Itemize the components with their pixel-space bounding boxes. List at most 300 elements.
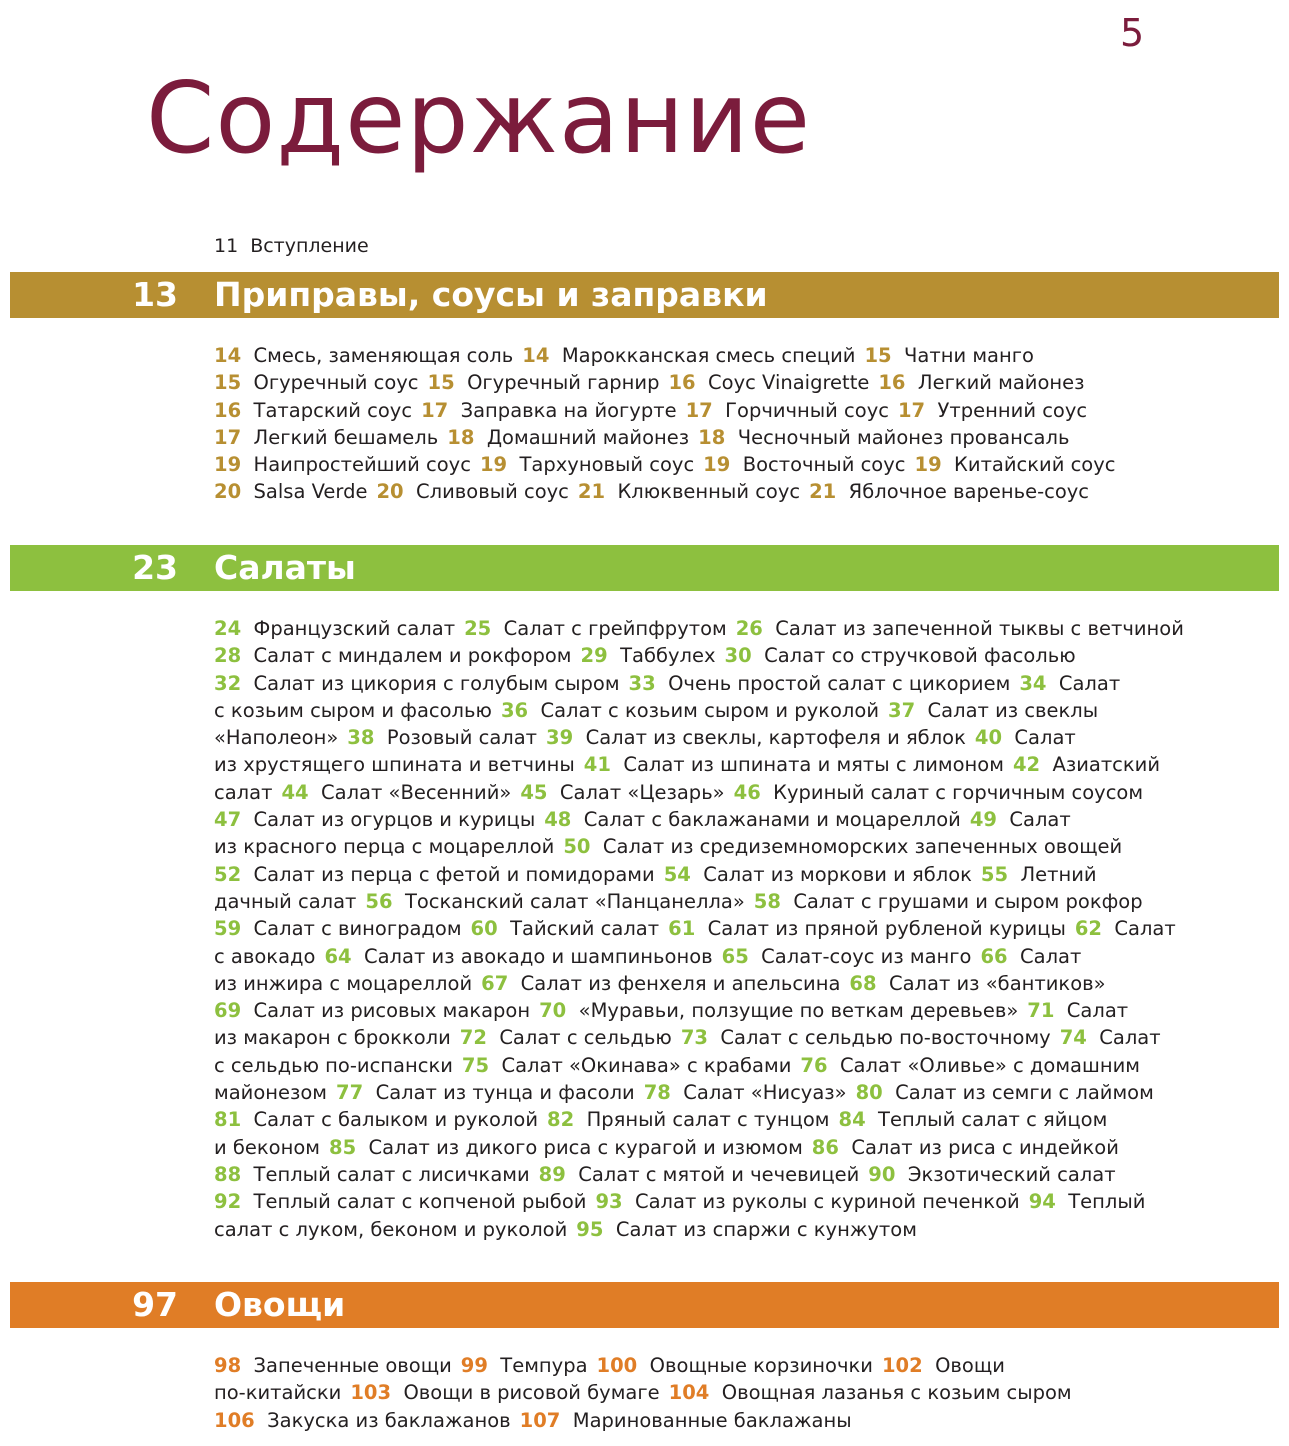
entry-title: дачный салат (214, 889, 357, 913)
entry-title: Очень простой салат с цикорием (668, 671, 1011, 695)
entry-title: Салат с виноградом (253, 917, 462, 941)
entry-page-number: 81 (214, 1108, 242, 1132)
entry-page-number: 42 (1012, 753, 1041, 777)
toc-entry[interactable] (563, 835, 1122, 858)
entry-title: Запеченные овощи (253, 1354, 452, 1377)
entry-page-number: 92 (214, 1190, 242, 1214)
entry-title: Куриный салат с горчичным соусом (773, 780, 1144, 804)
entry-page-number: 28 (214, 644, 242, 668)
section-title: Приправы, соусы и заправки (214, 275, 768, 314)
toc-line (214, 751, 1274, 778)
toc-line (214, 369, 1274, 396)
entry-page-number: 15 (864, 344, 892, 367)
toc-line (214, 997, 1274, 1024)
entry-page-number: 98 (214, 1354, 242, 1377)
entry-page-number: 20 (376, 480, 404, 504)
entry-page-number: 102 (881, 1354, 923, 1377)
toc-entry[interactable] (975, 726, 1076, 749)
entry-title: Темпура (500, 1354, 588, 1377)
toc-entry[interactable] (668, 371, 869, 394)
entry-title: Овощная лазанья с козьим сыром (721, 1381, 1072, 1405)
toc-entry[interactable] (214, 344, 513, 367)
entry-title: Салат (1009, 808, 1071, 832)
entry-title: Теплый салат с копченой рыбой (253, 1190, 587, 1214)
entry-title: Тайский салат (510, 917, 660, 941)
toc-entry[interactable] (376, 480, 568, 503)
entry-page-number: 107 (519, 1408, 561, 1432)
entry-page-number: 17 (421, 398, 449, 422)
toc-entry[interactable] (539, 1163, 860, 1186)
toc-entry[interactable] (980, 945, 1081, 968)
entry-page-number: 18 (447, 425, 475, 449)
toc-entry[interactable] (214, 1136, 320, 1159)
toc-entry[interactable] (644, 1081, 847, 1104)
toc-entry[interactable] (281, 781, 511, 804)
entry-title: салат с луком, беконом и руколой (214, 1217, 568, 1241)
toc-entry[interactable] (214, 999, 530, 1022)
toc-line (214, 861, 1274, 888)
toc-entry[interactable] (214, 1081, 327, 1104)
intro-page-number: 11 (214, 235, 239, 257)
toc-entry[interactable] (888, 699, 1098, 722)
toc-entry[interactable] (668, 917, 1066, 940)
toc-entry-intro[interactable] (214, 233, 369, 259)
entry-title: салат (214, 780, 273, 804)
entry-page-number: 19 (703, 453, 731, 477)
entry-page-number: 17 (214, 425, 242, 449)
entry-title: Салат-соус из манго (761, 944, 972, 968)
toc-line (214, 1352, 1274, 1379)
entry-page-number: 61 (668, 917, 696, 941)
entry-page-number: 15 (427, 371, 455, 395)
entry-title: Салат с баклажанами и моцареллой (583, 808, 961, 832)
toc-entry[interactable] (480, 453, 694, 476)
entry-title: Розовый салат (386, 726, 538, 750)
toc-entry[interactable] (546, 726, 966, 749)
section-entries-vegetables (214, 1352, 1274, 1434)
entry-title: Салат из цикория с голубым сыром (253, 671, 620, 695)
toc-entry[interactable] (214, 890, 356, 913)
entry-title: Утренний соус (937, 398, 1088, 422)
entry-page-number: 48 (544, 808, 572, 832)
entry-title: Чатни манго (904, 344, 1034, 367)
entry-title: Салат из рисовых макарон (253, 999, 531, 1023)
toc-line (214, 1407, 1274, 1434)
toc-entry[interactable] (214, 1054, 453, 1077)
entry-page-number: 21 (577, 480, 606, 504)
toc-entry[interactable] (1060, 1026, 1161, 1049)
entry-page-number: 34 (1019, 671, 1047, 695)
toc-entry[interactable] (214, 453, 471, 476)
entry-title: Салат из огурцов и курицы (253, 808, 536, 832)
entry-title: Пряный салат с тунцом (586, 1108, 830, 1132)
entry-page-number: 78 (643, 1081, 671, 1105)
toc-entry[interactable] (214, 426, 438, 449)
toc-entry[interactable] (698, 426, 1069, 449)
section-header-vegetables[interactable] (10, 1282, 1279, 1328)
entry-title: Salsa Verde (253, 480, 368, 504)
entry-page-number: 86 (811, 1135, 839, 1159)
entry-title: из хрустящего шпината и ветчины (214, 753, 575, 777)
toc-entry[interactable] (734, 781, 1143, 804)
entry-page-number: 19 (914, 453, 942, 477)
toc-entry[interactable] (1027, 999, 1128, 1022)
toc-entry[interactable] (664, 863, 972, 886)
section-title: Салаты (214, 548, 356, 587)
entry-title: «Муравьи, ползущие по веткам деревьев» (578, 999, 1019, 1023)
entry-page-number: 62 (1074, 917, 1102, 941)
entry-title: Теплый салат с лисичками (253, 1162, 530, 1186)
entry-title: Салат из риса с индейкой (851, 1135, 1119, 1159)
toc-entry[interactable] (214, 617, 455, 640)
entry-title: Марокканская смесь специй (561, 344, 856, 367)
entry-title: Закуска из баклажанов (267, 1408, 511, 1432)
toc-entry[interactable] (336, 1081, 635, 1104)
entry-title: Салат с сельдью (499, 1026, 672, 1050)
toc-entry[interactable] (214, 808, 535, 831)
toc-entry[interactable] (547, 1108, 829, 1131)
toc-entry[interactable] (522, 344, 855, 367)
toc-line (214, 1052, 1274, 1079)
toc-entry[interactable] (471, 917, 660, 940)
toc-line (214, 1161, 1274, 1188)
entry-page-number: 18 (698, 425, 726, 449)
toc-entry[interactable] (365, 890, 744, 913)
toc-entry[interactable] (736, 617, 1184, 640)
entry-page-number: 19 (479, 453, 508, 477)
entry-page-number: 19 (214, 453, 242, 477)
toc-entry[interactable] (214, 1218, 567, 1241)
entry-page-number: 44 (281, 780, 309, 804)
entry-title: Клюквенный соус (617, 480, 801, 504)
entry-title: Овощные корзиночки (649, 1354, 873, 1377)
entry-title: Тосканский салат «Панцанелла» (404, 889, 745, 913)
toc-entry[interactable] (1019, 672, 1120, 695)
toc-entry[interactable] (214, 972, 472, 995)
entry-title: и беконом (214, 1135, 320, 1159)
toc-entry[interactable] (214, 644, 572, 667)
toc-entry[interactable] (214, 1108, 538, 1131)
entry-title: Салат из свеклы (927, 698, 1099, 722)
toc-line (214, 806, 1274, 833)
toc-entry[interactable] (578, 480, 800, 503)
entry-title: Чесночный майонез провансаль (737, 425, 1070, 449)
section-header-salads[interactable] (10, 545, 1279, 591)
entry-page-number: 103 (350, 1381, 392, 1405)
entry-title: из макарон с брокколи (214, 1026, 451, 1050)
toc-entry[interactable] (868, 1163, 1115, 1186)
entry-title: Овощи в рисовой бумаге (403, 1381, 660, 1405)
entry-title: Сливовый соус (416, 480, 569, 504)
entry-title: Восточный соус (742, 453, 906, 477)
entry-title: Овощи (935, 1354, 1005, 1377)
entry-title: Азиатский (1052, 753, 1161, 777)
entry-title: Салат (1014, 726, 1076, 750)
entry-page-number: 40 (974, 726, 1003, 750)
toc-entry[interactable] (462, 1054, 791, 1077)
toc-line (214, 1079, 1274, 1106)
toc-entry[interactable] (722, 945, 972, 968)
entry-page-number: 71 (1027, 999, 1055, 1023)
entry-page-number: 29 (580, 644, 608, 668)
entry-page-number: 89 (538, 1162, 566, 1186)
toc-entry[interactable] (214, 672, 620, 695)
toc-entry[interactable] (981, 863, 1097, 886)
entry-title: Салат «Цезарь» (559, 780, 725, 804)
entry-page-number: 73 (680, 1026, 708, 1050)
entry-page-number: 52 (214, 862, 242, 886)
entry-page-number: 93 (595, 1190, 623, 1214)
entry-title: Салат (1020, 944, 1082, 968)
toc-entry[interactable] (520, 781, 724, 804)
toc-entry[interactable] (812, 1136, 1119, 1159)
entry-title: Салат с сельдью по-восточному (720, 1026, 1051, 1050)
entry-title: с сельдью по-испански (214, 1053, 453, 1077)
toc-entry[interactable] (481, 972, 840, 995)
entry-title: Теплый (1068, 1190, 1146, 1214)
entry-page-number: 99 (460, 1354, 488, 1377)
toc-line (214, 615, 1274, 642)
entry-title: Салат с мятой и чечевицей (578, 1162, 860, 1186)
toc-entry[interactable] (544, 808, 961, 831)
toc-entry[interactable] (214, 699, 492, 722)
toc-entry[interactable] (882, 1354, 1005, 1377)
toc-entry[interactable] (629, 672, 1011, 695)
entry-title: Салат (1066, 999, 1129, 1023)
section-title: Овощи (214, 1285, 346, 1324)
toc-entry[interactable] (703, 453, 905, 476)
entry-page-number: 46 (733, 780, 761, 804)
toc-entry[interactable] (970, 808, 1071, 831)
toc-entry[interactable] (539, 999, 1018, 1022)
entry-page-number: 16 (668, 371, 696, 395)
toc-entry[interactable] (329, 1136, 803, 1159)
entry-page-number: 47 (214, 808, 242, 832)
toc-entry[interactable] (581, 644, 716, 667)
toc-line (214, 1188, 1274, 1215)
entry-title: Салат из средиземноморских запеченных овощей (602, 835, 1123, 859)
entry-title: Салат с миндалем и рокфором (253, 644, 572, 668)
entry-page-number: 69 (214, 999, 242, 1023)
entry-title: из красного перца с моцареллой (214, 835, 555, 859)
toc-entry[interactable] (214, 1354, 452, 1377)
toc-entry[interactable] (214, 1381, 341, 1404)
entry-page-number: 30 (724, 644, 752, 668)
toc-entry[interactable] (214, 753, 575, 776)
toc-entry[interactable] (1075, 917, 1176, 940)
toc-entry[interactable] (686, 399, 889, 422)
toc-entry[interactable] (595, 1190, 1019, 1213)
entry-title: с авокадо (214, 944, 316, 968)
toc-entry[interactable] (214, 835, 554, 858)
toc-entry[interactable] (849, 972, 1105, 995)
toc-entry[interactable] (214, 781, 272, 804)
entry-title: по-китайски (214, 1381, 342, 1405)
entry-title: из инжира с моцареллой (214, 971, 473, 995)
entry-page-number: 38 (347, 726, 375, 750)
toc-entry[interactable] (1029, 1190, 1146, 1213)
toc-line (214, 1024, 1274, 1051)
entry-page-number: 16 (214, 398, 242, 422)
toc-entry[interactable] (898, 399, 1087, 422)
entry-title: Салат «Нисуаз» (683, 1081, 847, 1105)
entry-title: Легкий майонез (917, 371, 1085, 395)
toc-line (214, 833, 1274, 860)
intro-label: Вступление (250, 235, 369, 257)
toc-entry[interactable] (464, 617, 727, 640)
entry-page-number: 14 (214, 344, 242, 367)
toc-entry[interactable] (576, 1218, 917, 1241)
entry-title: Горчичный соус (725, 398, 889, 422)
entry-page-number: 25 (464, 617, 492, 640)
entry-page-number: 17 (897, 398, 926, 422)
entry-title: Салат с грушами и сыром рокфор (793, 889, 1143, 913)
toc-entry[interactable] (214, 863, 655, 886)
toc-entry[interactable] (214, 399, 412, 422)
toc-entry[interactable] (214, 917, 462, 940)
toc-entry[interactable] (214, 1026, 451, 1049)
entry-title: Летний (1020, 862, 1097, 886)
toc-entry[interactable] (584, 753, 1004, 776)
entry-title: Салат из перца с фетой и помидорами (253, 862, 655, 886)
toc-entry[interactable] (501, 699, 879, 722)
entry-page-number: 67 (481, 971, 509, 995)
toc-entry[interactable] (324, 945, 712, 968)
toc-line (214, 1216, 1274, 1243)
entry-page-number: 16 (878, 371, 906, 395)
toc-entry[interactable] (347, 726, 537, 749)
entry-page-number: 75 (461, 1053, 490, 1077)
entry-page-number: 21 (809, 480, 837, 504)
entry-page-number: 17 (685, 398, 713, 422)
entry-page-number: 26 (735, 617, 763, 640)
entry-title: Салат (1099, 1026, 1161, 1050)
toc-line (214, 397, 1274, 424)
toc-entry[interactable] (447, 426, 689, 449)
toc-line (214, 1379, 1274, 1406)
entry-page-number: 100 (596, 1354, 638, 1377)
toc-entry[interactable] (725, 644, 1076, 667)
toc-entry[interactable] (214, 1190, 586, 1213)
entry-page-number: 70 (539, 999, 567, 1023)
toc-entry[interactable] (878, 371, 1084, 394)
toc-entry[interactable] (864, 344, 1033, 367)
toc-line (214, 1106, 1274, 1133)
entry-page-number: 59 (214, 917, 242, 941)
toc-entry[interactable] (800, 1054, 1140, 1077)
toc-line (214, 697, 1274, 724)
entry-page-number: 94 (1028, 1190, 1056, 1214)
entry-page-number: 80 (855, 1081, 883, 1105)
toc-line (214, 1134, 1274, 1161)
entry-title: Салат из запеченной тыквы с ветчиной (775, 617, 1184, 640)
entry-title: Таббулех (620, 644, 716, 668)
toc-entry[interactable] (428, 371, 660, 394)
toc-entry[interactable] (856, 1081, 1154, 1104)
entry-title: Салат «Весенний» (321, 780, 512, 804)
entry-title: Огуречный гарнир (467, 371, 660, 395)
section-page-number: 97 (132, 1285, 178, 1324)
entry-page-number: 41 (583, 753, 611, 777)
toc-entry[interactable] (809, 480, 1089, 503)
entry-page-number: 88 (214, 1162, 242, 1186)
entry-page-number: 58 (753, 889, 781, 913)
entry-page-number: 68 (849, 971, 877, 995)
toc-entry[interactable] (460, 1026, 672, 1049)
toc-entry[interactable] (214, 371, 419, 394)
toc-line (214, 451, 1274, 478)
entry-page-number: 104 (668, 1381, 710, 1405)
entry-page-number: 106 (214, 1408, 255, 1432)
toc-entry[interactable] (681, 1026, 1051, 1049)
entry-page-number: 15 (214, 371, 242, 395)
toc-entry[interactable] (597, 1354, 873, 1377)
entry-title: Салат из моркови и яблок (703, 862, 972, 886)
entry-title: Заправка на йогурте (460, 398, 677, 422)
entry-title: «Наполеон» (214, 726, 339, 750)
toc-line (214, 478, 1274, 505)
toc-entry[interactable] (754, 890, 1143, 913)
entry-page-number: 95 (576, 1217, 604, 1241)
toc-entry[interactable] (461, 1354, 588, 1377)
toc-line (214, 915, 1274, 942)
toc-entry[interactable] (214, 1163, 530, 1186)
entry-page-number: 64 (324, 944, 352, 968)
toc-entry[interactable] (520, 1409, 852, 1432)
entry-title: Яблочное варенье-соус (848, 480, 1090, 504)
entry-title: Салат (1058, 671, 1121, 695)
entry-page-number: 56 (365, 889, 393, 913)
entry-title: Тархуновый соус (519, 453, 695, 477)
toc-entry[interactable] (214, 945, 315, 968)
entry-title: Татарский соус (253, 398, 413, 422)
toc-entry[interactable] (214, 480, 367, 503)
entry-title: Салат из шпината и мяты с лимоном (623, 753, 1004, 777)
toc-entry[interactable] (839, 1108, 1108, 1131)
entry-title: Смесь, заменяющая соль (253, 344, 514, 367)
entry-title: Маринованные баклажаны (572, 1408, 852, 1432)
section-page-number: 23 (132, 548, 178, 587)
toc-entry[interactable] (214, 1409, 511, 1432)
section-header-sauces[interactable] (10, 272, 1279, 318)
section-entries-sauces (214, 342, 1274, 506)
toc-line (214, 943, 1274, 970)
section-entries-salads (214, 615, 1274, 1243)
entry-page-number: 24 (214, 617, 242, 640)
entry-title: Салат из авокадо и шампиньонов (363, 944, 713, 968)
entry-page-number: 84 (838, 1108, 866, 1132)
section-page-number: 13 (132, 275, 178, 314)
entry-title: Салат из «бантиков» (888, 971, 1106, 995)
entry-title: Теплый салат с яйцом (878, 1108, 1108, 1132)
toc-entry[interactable] (915, 453, 1116, 476)
entry-title: Салат из спаржи с кунжутом (615, 1217, 917, 1241)
entry-title: Салат с грейпфрутом (503, 617, 727, 640)
toc-entry[interactable] (350, 1381, 659, 1404)
toc-entry[interactable] (214, 726, 338, 749)
toc-entry[interactable] (669, 1381, 1072, 1404)
entry-title: Салат из тунца и фасоли (375, 1081, 635, 1105)
toc-line (214, 779, 1274, 806)
entry-title: Наипростейший соус (253, 453, 471, 477)
entry-page-number: 49 (969, 808, 997, 832)
toc-entry[interactable] (421, 399, 677, 422)
entry-title: Салат из семги с лаймом (895, 1081, 1154, 1105)
entry-page-number: 82 (547, 1108, 575, 1132)
toc-entry[interactable] (1013, 753, 1160, 776)
entry-title: Салат из руколы с куриной печенкой (634, 1190, 1020, 1214)
entry-title: Салат со стручковой фасолью (764, 644, 1076, 668)
